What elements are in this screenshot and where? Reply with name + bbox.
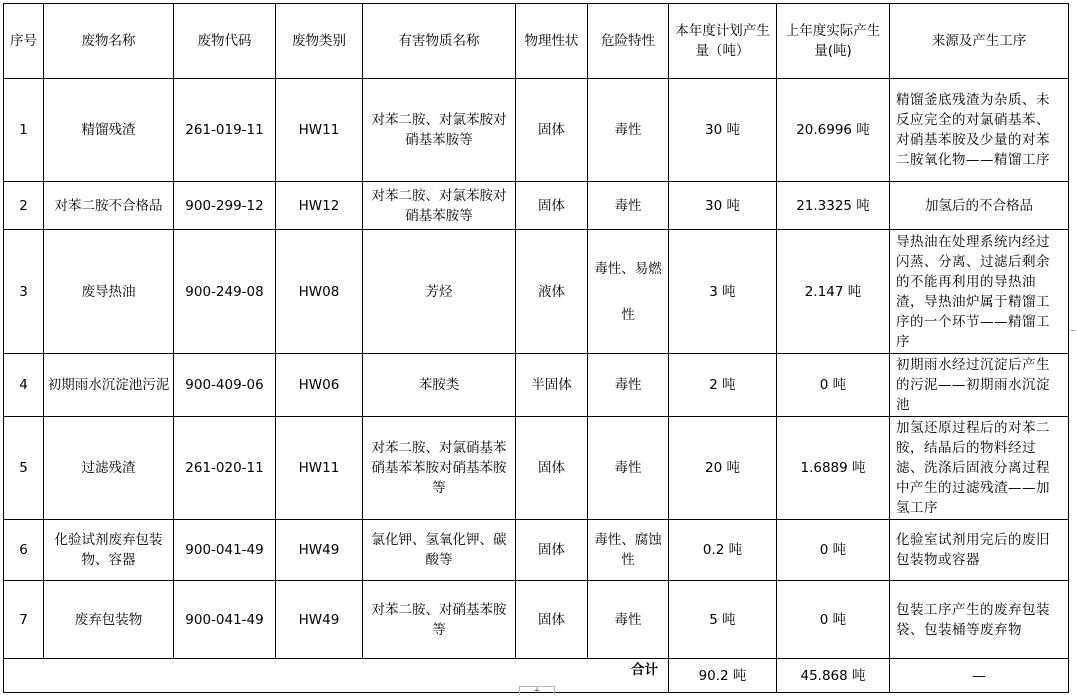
- cell-source: 加氢还原过程后的对苯二胺，结晶后的物料经过滤、洗涤后固液分离过程中产生的过滤残渣——加氢工序: [890, 417, 1069, 520]
- cell-category: HW11: [276, 417, 363, 520]
- cell-hazard: 毒性: [588, 182, 669, 230]
- cell-hazard: 毒性、易燃性: [588, 230, 669, 354]
- table-row: [4, 182, 1069, 230]
- header-physical-state: 物理性状: [516, 4, 588, 79]
- cell-category: HW06: [276, 354, 363, 417]
- cell-category: HW11: [276, 79, 363, 182]
- table-row: [4, 520, 1069, 581]
- cell-actual: 0 吨: [777, 520, 890, 581]
- cell-category: HW49: [276, 520, 363, 581]
- cell-seq: 4: [4, 354, 44, 417]
- cell-substances: 对苯二胺、对氯苯胺对硝基苯胺等: [363, 182, 516, 230]
- cell-hazard: 毒性: [588, 79, 669, 182]
- cell-seq: 2: [4, 182, 44, 230]
- cell-code: 900-409-06: [174, 354, 276, 417]
- cell-seq: 5: [4, 417, 44, 520]
- cell-planned: 0.2 吨: [669, 520, 777, 581]
- cell-name: 精馏残渣: [44, 79, 174, 182]
- cell-name: 废导热油: [44, 230, 174, 354]
- cell-substances: 氯化钾、氢氧化钾、碳酸等: [363, 520, 516, 581]
- cell-state: 固体: [516, 79, 588, 182]
- cell-actual: 21.3325 吨: [777, 182, 890, 230]
- header-seq: 序号: [4, 4, 44, 79]
- cell-source: 化验室试剂用完后的废旧包装物或容器: [890, 520, 1069, 581]
- header-planned: 本年度计划产生量（吨）: [669, 4, 777, 79]
- header-source: 来源及产生工序: [890, 4, 1069, 79]
- header-substances: 有害物质名称: [363, 4, 516, 79]
- header-row: [4, 4, 1069, 79]
- cell-category: HW08: [276, 230, 363, 354]
- cell-name: 过滤残渣: [44, 417, 174, 520]
- total-actual: 45.868 吨: [777, 659, 890, 693]
- cell-planned: 3 吨: [669, 230, 777, 354]
- cell-category: HW49: [276, 581, 363, 659]
- cell-code: 261-020-11: [174, 417, 276, 520]
- cell-code: 900-299-12: [174, 182, 276, 230]
- total-planned: 90.2 吨: [669, 659, 777, 693]
- table-move-handle[interactable]: +: [519, 686, 555, 695]
- cell-planned: 30 吨: [669, 182, 777, 230]
- cell-code: 261-019-11: [174, 79, 276, 182]
- cell-seq: 6: [4, 520, 44, 581]
- cell-source: 导热油在处理系统内经过闪蒸、分离、过滤后剩余的不能再利用的导热油渣，导热油炉属于精馏工序的一个环节——精馏工序: [890, 230, 1069, 354]
- cell-actual: 0 吨: [777, 354, 890, 417]
- cell-planned: 30 吨: [669, 79, 777, 182]
- header-actual: 上年度实际产生量(吨): [777, 4, 890, 79]
- cell-substances: 芳烃: [363, 230, 516, 354]
- cell-source: 精馏釜底残渣为杂质、未反应完全的对氯硝基苯、对硝基苯胺及少量的对苯二胺氧化物——精馏工序: [890, 79, 1069, 182]
- cell-state: 半固体: [516, 354, 588, 417]
- cell-substances: 对苯二胺、对硝基苯胺等: [363, 581, 516, 659]
- cell-seq: 7: [4, 581, 44, 659]
- table-row: [4, 79, 1069, 182]
- cell-source: 初期雨水经过沉淀后产生的污泥——初期雨水沉淀池: [890, 354, 1069, 417]
- cell-hazard: 毒性: [588, 581, 669, 659]
- cell-state: 固体: [516, 182, 588, 230]
- cell-substances: 对苯二胺、对氯苯胺对硝基苯胺等: [363, 79, 516, 182]
- cell-planned: 20 吨: [669, 417, 777, 520]
- cell-code: 900-041-49: [174, 520, 276, 581]
- cell-actual: 0 吨: [777, 581, 890, 659]
- cell-category: HW12: [276, 182, 363, 230]
- table-row: [4, 354, 1069, 417]
- cell-seq: 1: [4, 79, 44, 182]
- cell-state: 液体: [516, 230, 588, 354]
- hazardous-waste-table: [3, 3, 1069, 693]
- cell-actual: 2.147 吨: [777, 230, 890, 354]
- cell-state: 固体: [516, 417, 588, 520]
- cell-name: 化验试剂废弃包装物、容器: [44, 520, 174, 581]
- cell-code: 900-249-08: [174, 230, 276, 354]
- cell-seq: 3: [4, 230, 44, 354]
- cell-substances: 对苯二胺、对氯硝基苯硝基苯苯胺对硝基苯胺等: [363, 417, 516, 520]
- table-row: [4, 417, 1069, 520]
- cell-hazard: 毒性: [588, 354, 669, 417]
- cell-planned: 5 吨: [669, 581, 777, 659]
- total-source: —: [890, 659, 1069, 693]
- cell-actual: 1.6889 吨: [777, 417, 890, 520]
- cell-actual: 20.6996 吨: [777, 79, 890, 182]
- cell-code: 900-041-49: [174, 581, 276, 659]
- cell-hazard: 毒性: [588, 417, 669, 520]
- cell-state: 固体: [516, 520, 588, 581]
- cell-name: 初期雨水沉淀池污泥: [44, 354, 174, 417]
- table-row: [4, 230, 1069, 354]
- total-label: 合计: [4, 659, 669, 693]
- header-waste-name: 废物名称: [44, 4, 174, 79]
- cell-name: 废弃包装物: [44, 581, 174, 659]
- cell-hazard: 毒性、腐蚀性: [588, 520, 669, 581]
- header-hazard: 危险特性: [588, 4, 669, 79]
- cell-name: 对苯二胺不合格品: [44, 182, 174, 230]
- header-waste-category: 废物类别: [276, 4, 363, 79]
- cell-source: 加氢后的不合格品: [890, 182, 1069, 230]
- table-row: [4, 581, 1069, 659]
- cell-planned: 2 吨: [669, 354, 777, 417]
- margin-marker: [1071, 330, 1075, 331]
- cell-substances: 苯胺类: [363, 354, 516, 417]
- cell-source: 包装工序产生的废弃包装袋、包装桶等废弃物: [890, 581, 1069, 659]
- header-waste-code: 废物代码: [174, 4, 276, 79]
- cell-state: 固体: [516, 581, 588, 659]
